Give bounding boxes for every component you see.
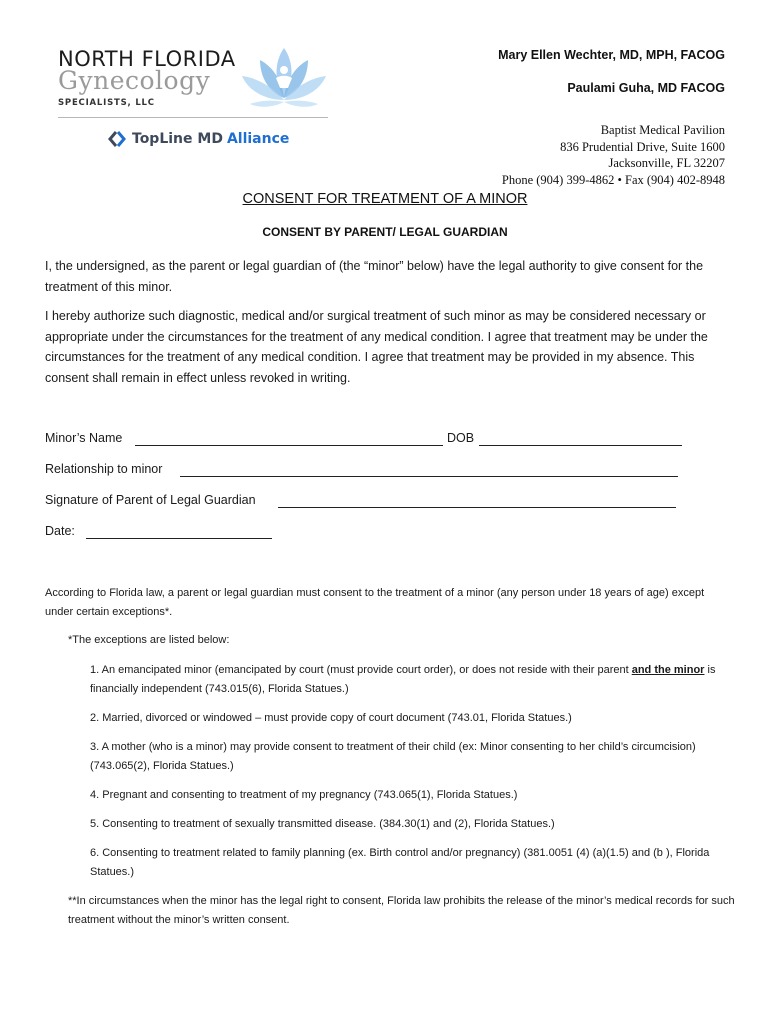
relationship-field[interactable] <box>180 476 678 477</box>
logo-title-line2: Gynecology <box>58 66 211 95</box>
topline-alliance-logo <box>107 128 289 150</box>
topline-alliance-word: Alliance <box>226 131 290 147</box>
dob-label: DOB <box>447 431 475 445</box>
exceptions-heading: *The exceptions are listed below: <box>68 634 230 646</box>
exception-item-6: 6. Consenting to treatment related to family planning (ex. Birth control and/or pregnancy) (381.0051 (4) (a)(1.5) and (b ), Florida Statues.) <box>90 847 710 878</box>
doctor-name-1: Mary Ellen Wechter, MD, MPH, FACOG <box>498 48 725 62</box>
exception-item-5: 5. Consenting to treatment of sexually transmitted disease. (384.30(1) and (2), Florida Statues.) <box>90 818 555 830</box>
exception-item-1-tail: is financially independent (743.015(6), Florida Statues.) <box>90 664 716 695</box>
consent-paragraph-2: I hereby authorize such diagnostic, medical and/or surgical treatment of such minor as may be considered necessary or appropriate under the circumstances for the treatment of any medical condition. I agree that treatment may be under the circumstances for the treatment of any medical condition. I agree that treatment may be provided in my absence. This consent shall remain in effect unless revoked in writing. <box>45 309 708 385</box>
florida-law-text: According to Florida law, a parent or legal guardian must consent to the treatment of a minor (any person under 18 years of age) except under certain exceptions*. <box>45 587 705 618</box>
logo-divider <box>58 117 328 118</box>
address-phone-fax: Phone (904) 399-4862 • Fax (904) 402-8948 <box>501 172 725 187</box>
signature-label: Signature of Parent of Legal Guardian <box>45 493 256 507</box>
address-line-1: Baptist Medical Pavilion <box>600 123 725 137</box>
logo-title-line1: NORTH FLORIDA <box>58 47 236 71</box>
minor-name-field[interactable] <box>135 445 443 446</box>
address-line-3: Jacksonville, FL 32207 <box>608 156 725 170</box>
exception-item-3: 3. A mother (who is a minor) may provide consent to treatment of their child (ex: Minor consenting to her child’s circumcision) (743.065(2), Florida Statues.) <box>90 741 696 772</box>
topline-brand: TopLine MD <box>132 131 223 147</box>
exception-item-1-text: 1. An emancipated minor (emancipated by court (must provide court order), or does not reside with their parent <box>90 664 632 676</box>
consent-paragraph-1: I, the undersigned, as the parent or legal guardian of (the “minor” below) have the legal authority to give consent for the treatment of this minor. <box>45 259 704 294</box>
minor-name-label: Minor’s Name <box>45 431 123 445</box>
exception-item-2: 2. Married, divorced or windowed – must provide copy of court document (743.01, Florida Statues.) <box>90 712 572 724</box>
logo-title-line3: SPECIALISTS, LLC <box>58 98 155 108</box>
doctor-name-2: Paulami Guha, MD FACOG <box>567 81 725 95</box>
lotus-figure-icon <box>238 42 330 114</box>
exception-item-1-emphasis: and the minor <box>631 664 705 676</box>
date-label: Date: <box>45 524 75 538</box>
medical-records-note: **In circumstances when the minor has the legal right to consent, Florida law prohibits the release of the minor’s medical records for such treatment without the minor’s written consent. <box>68 895 735 926</box>
dob-field[interactable] <box>479 445 682 446</box>
relationship-label: Relationship to minor <box>45 462 163 476</box>
address-line-2: 836 Prudential Drive, Suite 1600 <box>560 139 725 154</box>
page-title: CONSENT FOR TREATMENT OF A MINOR <box>242 191 528 207</box>
exception-item-4: 4. Pregnant and consenting to treatment of my pregnancy (743.065(1), Florida Statues.) <box>90 789 518 801</box>
page-subtitle: CONSENT BY PARENT/ LEGAL GUARDIAN <box>262 225 508 239</box>
signature-field[interactable] <box>278 507 676 508</box>
topline-chevron-icon <box>107 129 127 149</box>
date-field[interactable] <box>86 538 272 539</box>
exception-item-1 <box>90 661 735 699</box>
